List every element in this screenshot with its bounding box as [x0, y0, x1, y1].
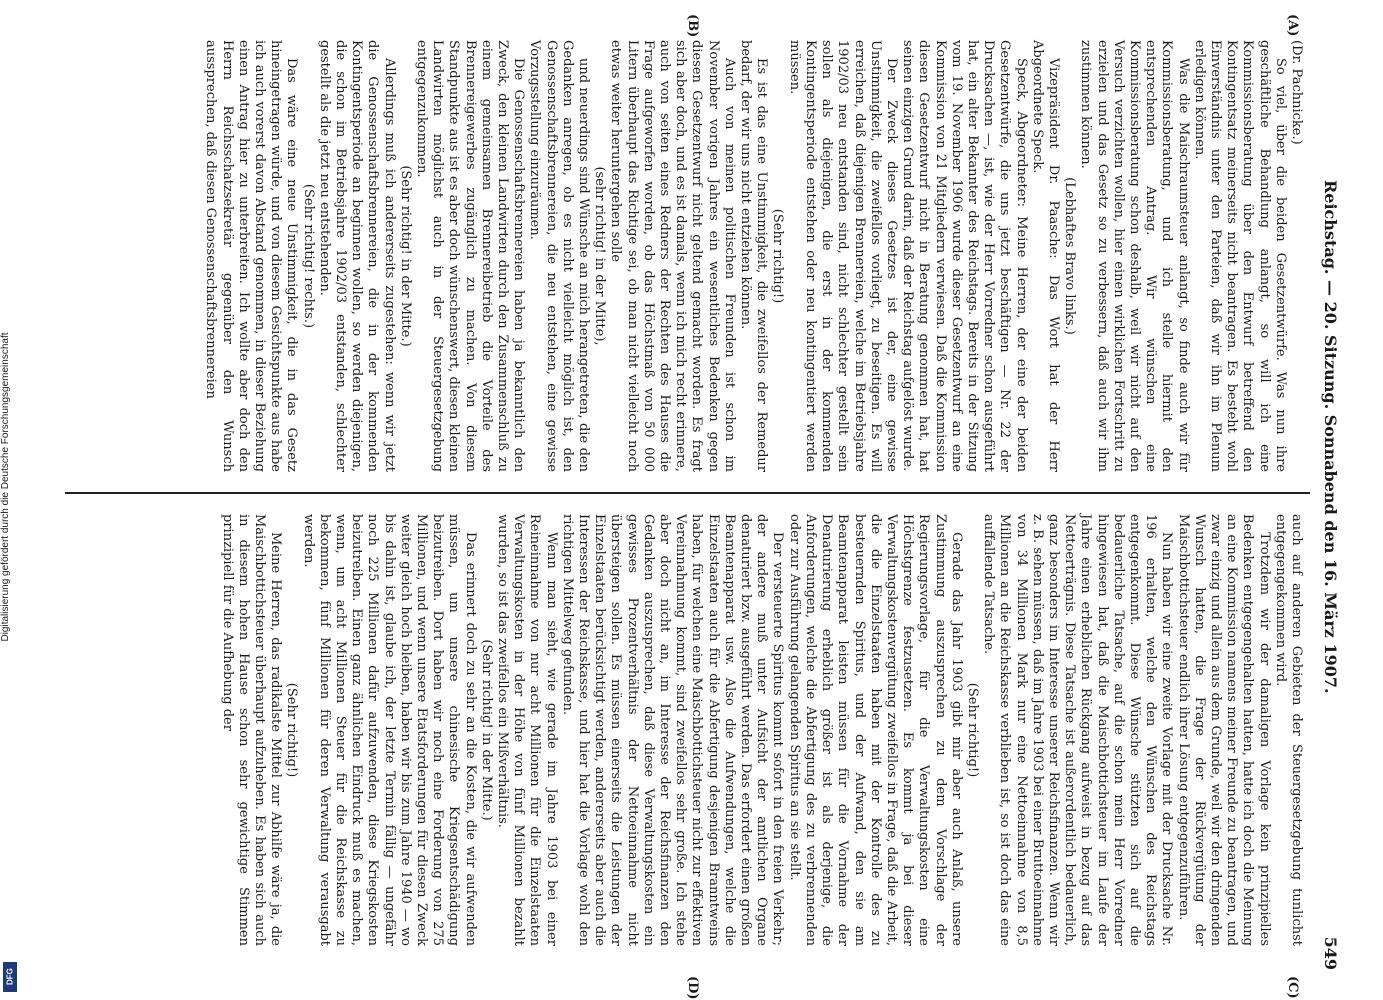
interjection: (sehr richtig! in der Mitte),	[592, 166, 608, 346]
right-column	[218, 514, 1304, 946]
paragraph: Trotzdem wir der damaligen Vorlage kein prinzipielles Bedenken entgegengehalten hatten, hatte ich doch die Meinung an eine Kommission namens meiner Freunde zu beantragen, und zwar einzig und allein aus dem Grunde, weil wir den dringenden Wunsch hatten, die Frage der Rückvergütung der Maischbottichsteuer endlich ihrer Lösung entgegenzuführen.	[1175, 514, 1272, 946]
paragraph: Der versteuerte Spiritus kommt sofort in den freien Verkehr; der andere muß unter Aufsicht der amtlichen Organe denaturiert bzw. ausgeführt werden. Das erfordert einen großen Beamtenapparat usw. Also die Aufwendungen, welche die Einzelstaaten auch für die Abfertigung desjenigen Branntweins haben, für welchen eine Maischbottichsteuer nicht zur effektiven Vereinnahmung kommt, sind zweifellos sehr große. Ich stehe aber doch nicht an, im Interesse der Reichsfinanzen den Gedanken auszusprechen, daß diese Verwaltungskosten ein gewisses Prozentverhältnis der Nettoeinnahme nicht übersteigen sollen. Es müssen einerseits die Leistungen der Einzelstaaten berücksichtigt werden, andererseits aber auch die Interessen der Reichskasse, und hier hat die Vorlage wohl den richtigen Mittelweg gefunden.	[559, 514, 786, 946]
margin-mark-d: (D)	[685, 976, 700, 1000]
interjection: (Sehr richtig! in der Mitte.)	[478, 639, 494, 821]
paragraph: Allerdings muß ich andererseits zugestehen: wenn wir jetzt die Genossenschaftsbrennereien, die in der kommenden Kontingentsperiode an beginnen wollen, so werden diejenigen, die schon im Betriebsjahre 1902/03 entstanden, schlechter gestellt als die jetzt neu entstehenden.	[316, 40, 397, 472]
dfg-logo: DFG	[3, 962, 17, 992]
paragraph: Was die Maischraumsteuer anlangt, so finde auch wir für Kommissionsberatung, und ich stelle hiermit den entsprechenden Antrag. Wir wünschen eine Kommissionsberatung schon deshalb, weil wir nicht auf den Versuch verzichten wollen, hier einen wirklichen Fortschritt zu erzielen und das Gesetz so zu verbessern, daß auch wir ihm zustimmen können.	[1078, 40, 1191, 472]
paragraph: Die Genossenschaftsbrennereien haben ja bekanntlich den Zweck, den kleinen Landwirten durch den Zusammenschluß zu einem gemeinsamen Brennereibetrieb die Vorteile des Brennereigewerbes zugänglich zu machen. Von diesem Standpunkte aus ist es aber doch wünschenswert, diesen kleinen Landwirten möglichst auch in der Steuergesetzgebung entgegenzukommen.	[414, 40, 527, 472]
interjection: (Sehr richtig!)	[284, 682, 300, 778]
paragraph: Meine Herren, das radikalste Mittel zur Abhilfe wäre ja, die Maischbottichsteuer überhaupt aufzuheben. Es haben sich auch in diesem hohen Hause schon sehr gewichtige Stimmen prinzipiell für die Aufhebung der	[219, 514, 284, 946]
digitization-credit: Digitalisierung gefördert durch die Deutsche Forschungsgemeinschaft	[0, 332, 11, 642]
page-title: Reichstag. — 20. Sitzung. Sonnabend den 16. März 1907.	[1321, 180, 1340, 694]
page-number: 549	[1321, 936, 1340, 970]
paragraph: Vizepräsident Dr. Paasche: Das Wort hat der Herr Abgeordnete Speck.	[1029, 40, 1061, 472]
paragraph: Nun haben wir eine zweite Vorlage mit der Drucksache Nr. 196 erhalten, welche den Wünschen des Reichstags entgegenkommt. Diese Wünsche stützten sich auf die bedauerliche Tatsache, auf die schon mein Herr Vorredner hingewiesen hat, daß die Maischbottichsteuer im Laufe der Jahre einen erheblichen Rückgang aufweist in bezug auf das Nettoerträgnis. Diese Tatsache ist außerordentlich bedauerlich, ganz besonders im Interesse unserer Reichsfinanzen. Wenn wir z. B. sehen müssen, daß im Jahre 1903 bei einer Bruttoeinnahme von 34 Millionen Mark nur eine Nettoeinnahme von 8,5 Millionen an die Reichskasse verblieben ist, so ist doch das eine auffallende Tatsache.	[981, 514, 1175, 946]
margin-mark-a: (A)	[1285, 14, 1300, 37]
interjection: (Lebhaftes Bravo links.)	[1062, 177, 1078, 335]
page-header	[1316, 40, 1340, 970]
paragraph: Das erinnert doch zu sehr an die Kosten, die wir aufwenden müssen, um unsere chinesische Kriegsentschädigung beizutreiben. Dort haben wir noch eine Forderung von 275 Millionen, und wenn unsere Etatsforderungen für diesen Zweck weiter gleich hoch bleiben, haben wir bis zum Jahre 1940 — wo bis dahin ist, glaube ich, der letzte Termin fällig — ungefähr noch 225 Millionen dafür aufzuwenden, diese Kriegskosten beizutreiben. Einen ganz ähnlichen Eindruck muß es machen, wenn, um acht Millionen Steuer für die Reichskasse zu bekommen, fünf Millionen für deren Verwaltung verausgabt werden.	[300, 514, 478, 946]
interjection: (Sehr richtig! in der Mitte.)	[397, 165, 413, 347]
left-column	[202, 40, 1304, 472]
paragraph: (Dr. Pachnicke.)	[1289, 40, 1304, 145]
paragraph: auch auf anderen Gebieten der Steuergesetzgebung tunlichst entgegengekommen wird.	[1272, 514, 1304, 946]
column-divider	[65, 492, 1310, 494]
paragraph: und neuerdings sind Wünsche an mich herangetreten, die den Gedanken anregen, ob es nicht vielleicht möglich ist, den Genossenschaftsbrennereien, die neu entstehen, eine gewisse Vorzugsstellung einzuräumen.	[527, 40, 592, 472]
paragraph: Das wäre eine neue Unstimmigkeit, die in das Gesetz hineingetragen würde, und von diesem Gesichtspunkte aus habe ich auch vorerst davon Abstand genommen, in dieser Beziehung einen Antrag hier zu unterbreiten. Ich wollte aber doch den Herrn Reichsschatzsekretär gegenüber den Wunsch aussprechen, daß diesen Genossenschaftsbrennereien	[203, 40, 300, 472]
paragraph: Auch von meinen politischen Freunden ist schon im November vorigen Jahres ein wesentliches Bedenken gegen diesen Gesetzentwurf nicht geltend gemacht worden. Es fragt sich aber doch, und es ist damals, wenn ich mich recht erinnere, auch von seiten eines Redners der Rechten des Hauses die Frage aufgeworfen worden, ob das Höchstmaß von 50 000 Litern überhaupt das Richtige sei, ob man nicht vielleicht noch etwas weiter heruntergehen solle	[608, 40, 737, 472]
interjection: (Sehr richtig!)	[964, 682, 980, 778]
margin-mark-b: (B)	[685, 14, 700, 38]
paragraph: Gerade das Jahr 1903 gibt mir aber auch Anlaß, unsere Zustimmung auszusprechen zu dem Vorschlage der Regierungsvorlage, für die Verwaltungskosten eine Höchstgrenze festzusetzen. Es kommt ja bei dieser Verwaltungskostenvergütung zweifellos in Frage, daß die Arbeit, die die Einzelstaaten haben mit der Kontrolle des zu besteuernden Spiritus, und der Aufwand, den sie am Beamtenapparat leisten müssen für die Vornahme der Denaturierung erheblich größer ist als derjenige, die Anforderungen, welche die Abfertigung des zu verbrennenden oder zur Ausführung gelangenden Spiritus an sie stellt.	[786, 514, 964, 946]
digitization-sidebar	[2, 0, 16, 1000]
interjection: (Sehr richtig!)	[770, 208, 786, 304]
paragraph: Speck, Abgeordneter: Meine Herren, der eine der beiden Gesetzentwürfe, die uns jetzt beschäftigen — Nr. 22 der Drucksachen —, ist, wie der Herr Vorredner schon ausgeführt hat, ein alter Bekannter des Reichstags. Bereits in der Sitzung vom 19. November 1906 wurde dieser Gesetzentwurf an eine Kommission von 21 Mitgliedern verwiesen. Daß die Kommission diesen Gesetzentwurf nicht in Beratung genommen hat, hat seinen einzigen Grund darin, daß der Reichstag aufgelöst wurde.	[900, 40, 1029, 472]
rotated-page	[65, 14, 1340, 1000]
paragraph: Wenn man sieht, wie gerade im Jahre 1903 bei einer Reineinnahme von nur acht Millionen für die Einzelstaaten Verwaltungskosten in der Höhe von fünf Millionen bezahlt wurden, so ist das zweifellos ein Mißverhältnis.	[495, 514, 559, 946]
paragraph: Der Zweck dieses Gesetzes ist der, eine gewisse Unstimmigkeit, die zweifellos vorliegt, zu beseitigen. Es will erreichen, daß diejenigen Brennereien, welche im Betriebsjahre 1902/03 neu entstanden sind, nicht schlechter gestellt sein sollen als diejenigen, die erst in der kommenden Kontingentsperiode entstehen oder neu kontingentiert werden müssen.	[786, 40, 899, 472]
paragraph: Es ist das eine Unstimmigkeit, die zweifellos der Remedur bedarf, der wir uns nicht entziehen können.	[738, 40, 770, 472]
margin-mark-c: (C)	[1285, 976, 1300, 999]
interjection: (Sehr richtig! rechts.)	[300, 183, 316, 329]
paragraph: So viel, über die beiden Gesetzentwürfe. Was nun ihre geschäftliche Behandlung anlangt, so will ich eine Kommissionsberatung über den Entwurf betreffend den Kontingentsatz meinerseits nicht beantragen. Es besteht wohl Einverständnis unter den Parteien, daß wir ihn im Plenum erledigen können.	[1191, 40, 1288, 472]
